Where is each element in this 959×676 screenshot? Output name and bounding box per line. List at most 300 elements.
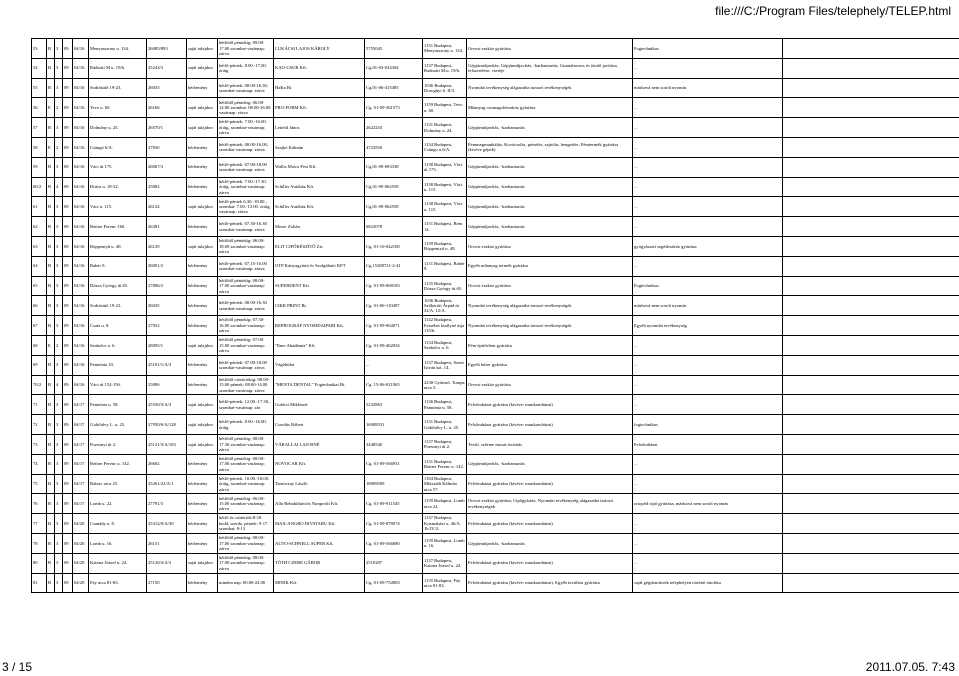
cell-nr: 53: [32, 39, 47, 59]
cell-address: Dolmány u. 25.: [89, 118, 147, 138]
table-row: [32, 514, 959, 534]
cell-col-c: 3: [55, 157, 63, 177]
cell-activity-detail: ortopéd cipő gyártása, máshová nem sorolt nyomás: [633, 494, 783, 514]
cell-operator-address: 1151 Budapest, Menyasszony u. 134.: [423, 39, 467, 59]
cell-address: Csángó 6/A.: [89, 137, 147, 157]
table-row: [32, 474, 959, 494]
cell-year: 09: [63, 236, 73, 256]
cell-address: Pannónia 10.: [89, 355, 147, 375]
cell-address: Röppentyű u. 48.: [89, 236, 147, 256]
cell-year: 09: [63, 434, 73, 454]
cell-col-b: B: [47, 573, 55, 593]
cell-year: 09: [63, 256, 73, 276]
table-row: [32, 296, 959, 316]
browser-file-path: file:///C:/Program Files/telephely/TELEP.html: [715, 4, 951, 18]
cell-date: 04/17: [73, 474, 89, 494]
table-row: [32, 177, 959, 197]
cell-year: 09: [63, 39, 73, 59]
table-row: [32, 256, 959, 276]
cell-address: Gidófalvy L. u. 25.: [89, 415, 147, 435]
cell-activity-detail: ...: [633, 157, 783, 177]
cell-parcel-number: 25261/22/A/1: [147, 474, 187, 494]
cell-col-b: B: [47, 454, 55, 474]
registry-table-body: [32, 39, 959, 593]
cell-date: 04/17: [73, 434, 89, 454]
cell-ownership: bérlemény: [187, 157, 218, 177]
cell-empty: [783, 494, 959, 514]
cell-year: 09: [63, 137, 73, 157]
cell-opening-hours: hétfő-péntek: 08.00-16.00, szombat-vasárnap: zárva.: [218, 137, 274, 157]
cell-empty: [783, 217, 959, 237]
cell-operator-address: 1131 Budapest, Reitter Ferenc u. 142.: [423, 454, 467, 474]
cell-opening-hours: hétfőtől péntekig: 08.00-17.00 szombat-vasárnap: zárva: [218, 533, 274, 553]
registry-page: [31, 38, 959, 635]
cell-nr: 67: [32, 316, 47, 336]
cell-col-b: B: [47, 177, 55, 197]
table-row: [32, 276, 959, 296]
cell-year: 09: [63, 533, 73, 553]
cell-operator-name: Csordás Róbert: [274, 415, 365, 435]
cell-operator-name: Gulácsi Miklósné: [274, 395, 365, 415]
cell-operator-address: 1131 Budapest, Babér 9.: [423, 256, 467, 276]
cell-operator-address: 1036 Budapest, Szőkeróti Árpád út 32/A. 12/A.: [423, 296, 467, 316]
cell-empty: [783, 395, 959, 415]
cell-date: 04/16: [73, 217, 89, 237]
cell-operator-address: 1134 Budapest, Szabolcs u. 6.: [423, 335, 467, 355]
cell-ownership: bérlemény: [187, 316, 218, 336]
cell-registration-number: Cg.15280721-2-41: [365, 256, 423, 276]
premises-registry-table: [31, 38, 959, 593]
cell-activity-detail: ...: [633, 98, 783, 118]
cell-col-c: 3: [55, 514, 63, 534]
cell-date: 04/16: [73, 39, 89, 59]
table-row: [32, 217, 959, 237]
cell-col-c: 3: [55, 217, 63, 237]
cell-address: Reitter Ferenc 160.: [89, 217, 147, 237]
table-row: [32, 157, 959, 177]
cell-opening-hours: hétfő-péntek: 12.00.-17.30., szombat-vasárnap: zár: [218, 395, 274, 415]
cell-nr: 69: [32, 355, 47, 375]
cell-activity: Orvosi eszköz gyártása: [467, 375, 633, 395]
cell-nr: 74: [32, 454, 47, 474]
cell-col-b: B: [47, 39, 55, 59]
cell-nr: 72: [32, 415, 47, 435]
cell-col-b: B: [47, 415, 55, 435]
cell-empty: [783, 415, 959, 435]
cell-col-c: 3: [55, 395, 63, 415]
cell-year: 09: [63, 316, 73, 336]
cell-empty: [783, 276, 959, 296]
cell-address: Szabolcs u. 6.: [89, 335, 147, 355]
cell-ownership: bérlemény: [187, 296, 218, 316]
cell-activity: Gépjárműjavítás, -karbantartás: [467, 197, 633, 217]
cell-address: Katona József u. 24.: [89, 553, 147, 573]
cell-date: 04/16: [73, 177, 89, 197]
cell-parcel-number: 25120/4/A/3: [147, 553, 187, 573]
cell-activity-detail: ...: [633, 375, 783, 395]
cell-ownership: saját tulajdon: [187, 58, 218, 78]
cell-parcel-number: 27791/3: [147, 494, 187, 514]
cell-activity-detail: ...: [633, 58, 783, 78]
cell-operator-name: NOVOCAR Kft.: [274, 454, 365, 474]
cell-parcel-number: 27950/6/A/128: [147, 415, 187, 435]
cell-operator-name: "Ilms-Akadémia" Kft.: [274, 335, 365, 355]
cell-activity: Fém építőelem gyártása: [467, 335, 633, 355]
cell-activity-detail: ...: [633, 256, 783, 276]
cell-registration-number: ...: [365, 355, 423, 375]
cell-empty: [783, 98, 959, 118]
cell-operator-name: CIKR PRINT Bt.: [274, 296, 365, 316]
cell-parcel-number: 25101/1/A/3: [147, 355, 187, 375]
cell-opening-hours: hétfőtől péntekig: 08.00-17.00 szombat-vasárnap: zárva: [218, 553, 274, 573]
cell-opening-hours: hétfőtől péntekig: 08.00-17.00 szombat-vasárnap: zárva: [218, 454, 274, 474]
cell-ownership: bérlemény: [187, 137, 218, 157]
cell-parcel-number: 26085/893: [147, 39, 187, 59]
cell-ownership: saját tulajdon: [187, 118, 218, 138]
cell-ownership: bérlemény: [187, 78, 218, 98]
cell-opening-hours: hétfő-péntek: 10.00.-18.00. óráig, szombat-vasárnap: zárva: [218, 474, 274, 494]
cell-activity: Felsőruházat gyártása (kivéve: munkaruházat), Egyéb textiláru gyártása: [467, 573, 633, 593]
cell-registration-number: Cg. 15-06-021065: [365, 375, 423, 395]
cell-activity: Gépjárműjavítás, -karbantartás: [467, 118, 633, 138]
cell-date: 04/16: [73, 197, 89, 217]
cell-parcel-number: 26067/3: [147, 157, 187, 177]
cell-opening-hours: hétfőtől péntekig: 07.30-16.00 szombat-vasárnap: zárva: [218, 316, 274, 336]
cell-operator-name: PRO-FORM Kft.: [274, 98, 365, 118]
cell-empty: [783, 197, 959, 217]
cell-col-c: 3: [55, 256, 63, 276]
cell-operator-name: REPROGRÁF NYOMDAIPARI Kft.: [274, 316, 365, 336]
cell-activity: Fémmegmunkálás; Kovácsolás, préselés, sajtolás, hengerlés; Fémtermék gyártása (kivéve gépek): [467, 137, 633, 157]
cell-activity: Gépjárműjavítás, -karbantartás: [467, 533, 633, 553]
cell-operator-name: Schiller Autóház Kft.: [274, 177, 365, 197]
cell-col-c: 3: [55, 355, 63, 375]
cell-col-b: B: [47, 296, 55, 316]
cell-ownership: saját tulajdon: [187, 39, 218, 59]
cell-empty: [783, 296, 959, 316]
cell-parcel-number: 27150: [147, 573, 187, 593]
table-row: [32, 316, 959, 336]
cell-operator-name: KAO-CSUR Kft.: [274, 58, 365, 78]
cell-operator-name: Leiteld János: [274, 118, 365, 138]
cell-empty: [783, 316, 959, 336]
cell-empty: [783, 58, 959, 78]
cell-col-c: 3: [55, 276, 63, 296]
cell-col-b: B: [47, 217, 55, 237]
cell-year: 09: [63, 335, 73, 355]
cell-operator-address: 1138 Budapest, Váci u. 115.: [423, 197, 467, 217]
cell-opening-hours: hétfőtől péntekig: 06.00-15.00 szombat-vasárnap: zárva: [218, 494, 274, 514]
cell-address: Fáy utca 81-83.: [89, 573, 147, 593]
cell-col-c: 3: [55, 78, 63, 98]
cell-operator-name: OTP Kártyagyártó és Szolgáltató KFT: [274, 256, 365, 276]
cell-empty: [783, 553, 959, 573]
cell-year: 09: [63, 474, 73, 494]
cell-parcel-number: 27952: [147, 316, 187, 336]
cell-ownership: saját tulajdon: [187, 434, 218, 454]
cell-nr: 60/2: [32, 177, 47, 197]
cell-registration-number: Cg. 01-09-754903: [365, 573, 423, 593]
cell-activity: Textil, szőrme mosás tisztítás: [467, 434, 633, 454]
cell-activity-detail: ...: [633, 514, 783, 534]
cell-registration-number: Cg. 01-06-110497: [365, 296, 423, 316]
cell-operator-address: 2230 Gyömrő, Tompa utca 3.: [423, 375, 467, 395]
cell-opening-hours: minden nap: 00.00-24.00: [218, 573, 274, 593]
cell-operator-address: 1135 Budapest, Dózsa György út 65.: [423, 276, 467, 296]
cell-empty: [783, 157, 959, 177]
cell-activity-detail: saját gépjárműveik telephelyen történő tárolása: [633, 573, 783, 593]
cell-address: Rádiotti M u. 19/b.: [89, 58, 147, 78]
cell-date: 04/16: [73, 375, 89, 395]
cell-opening-hours: hétfő-péntek: 7.00.-17.30. óráig, szombat-vasárnap: zárva: [218, 177, 274, 197]
cell-col-c: 3: [55, 415, 63, 435]
cell-ownership: bérlemény: [187, 514, 218, 534]
cell-operator-name: MINIK Kft.: [274, 573, 365, 593]
cell-operator-address: 1137 Budapest, Szent István krt. 14.: [423, 355, 467, 375]
cell-year: 09: [63, 118, 73, 138]
cell-ownership: saját tulajdon: [187, 553, 218, 573]
cell-opening-hours: hétfőtől péntekig: 06.00-14.00 szombat: 08.00-16.00 vasárnap: zárva: [218, 98, 274, 118]
cell-nr: 73: [32, 434, 47, 454]
cell-date: 04/16: [73, 157, 89, 177]
cell-date: 04/20: [73, 553, 89, 573]
cell-nr: 70/2: [32, 375, 47, 395]
page-counter: 3 / 15: [2, 660, 33, 674]
cell-registration-number: Cg.01-09-062558: [365, 177, 423, 197]
cell-operator-address: 1137 Budapest, Pozsonyi út 2.: [423, 434, 467, 454]
cell-address: Dráva u. 18-22.: [89, 177, 147, 197]
table-row: [32, 78, 959, 98]
cell-col-b: B: [47, 118, 55, 138]
cell-operator-address: 1137 Budapest, Radnotti M.u. 19/b.: [423, 58, 467, 78]
cell-nr: 76: [32, 494, 47, 514]
cell-activity: Gépjárműjavítás, -karbantartás: [467, 217, 633, 237]
cell-operator-address: 1139 Budapest, Lomb utca 22.: [423, 494, 467, 514]
cell-parcel-number: 28095/1: [147, 335, 187, 355]
cell-address: Dózsa György út 65.: [89, 276, 147, 296]
cell-activity-detail: ...: [633, 395, 783, 415]
cell-activity: Orvosi eszköz gyártása: [467, 276, 633, 296]
cell-empty: [783, 434, 959, 454]
cell-col-c: 3: [55, 553, 63, 573]
cell-nr: 81: [32, 573, 47, 593]
cell-parcel-number: 26035: [147, 296, 187, 316]
cell-col-c: 3: [55, 236, 63, 256]
cell-activity-detail: Egyéb nyomdai tevékenység: [633, 316, 783, 336]
cell-date: 04/16: [73, 78, 89, 98]
table-row: [32, 236, 959, 256]
cell-date: 04/16: [73, 98, 89, 118]
cell-registration-number: 3448540: [365, 434, 423, 454]
print-datetime: 2011.07.05. 7:43: [865, 660, 955, 674]
cell-ownership: bérlemény: [187, 533, 218, 553]
cell-operator-name: AUTO-SCHNELL SUPER Kft.: [274, 533, 365, 553]
cell-col-b: B: [47, 474, 55, 494]
cell-ownership: bérlemény: [187, 276, 218, 296]
cell-address: Pozsonyi út 2.: [89, 434, 147, 454]
cell-parcel-number: 26570/1: [147, 118, 187, 138]
cell-parcel-number: 25243/3: [147, 58, 187, 78]
cell-opening-hours: hétfőtől péntekig: 08.00-17.00 szombat-vasárnap: zárva: [218, 276, 274, 296]
cell-operator-address: 1135 Budapest, Fáy utca 81-83.: [423, 573, 467, 593]
cell-activity: Felsőruházat gyártása (kivéve: munkaruházat): [467, 474, 633, 494]
cell-address: Lomb u. 22.: [89, 494, 147, 514]
cell-activity: Gépjárműjavítás, -karbantartás: [467, 454, 633, 474]
cell-year: 09: [63, 355, 73, 375]
cell-year: 09: [63, 494, 73, 514]
cell-address: Pannónia u. 58.: [89, 395, 147, 415]
table-row: [32, 58, 959, 78]
cell-activity-detail: ...: [633, 118, 783, 138]
cell-ownership: saját tulajdon: [187, 98, 218, 118]
cell-activity: Egyéb bútor gyártása: [467, 355, 633, 375]
cell-col-b: B: [47, 236, 55, 256]
cell-operator-address: 1139 Budapest, Röppentyű u. 48.: [423, 236, 467, 256]
cell-year: 09: [63, 197, 73, 217]
cell-ownership: bérlemény: [187, 375, 218, 395]
cell-col-c: 3: [55, 39, 63, 59]
cell-operator-name: Alfa Rehabilitációs Nonprofit Kft.: [274, 494, 365, 514]
cell-year: 09: [63, 454, 73, 474]
cell-ownership: bérlemény: [187, 256, 218, 276]
cell-col-c: 2: [55, 335, 63, 355]
cell-nr: 59: [32, 157, 47, 177]
cell-activity-detail: Fogtechnikus: [633, 39, 783, 59]
cell-date: 04/20: [73, 533, 89, 553]
cell-opening-hours: hétfő és csütörtök:8-18 kedd, szerda, péntek: 9-17 szombat: 8-13: [218, 514, 274, 534]
cell-date: 04/16: [73, 276, 89, 296]
cell-col-c: 3: [55, 474, 63, 494]
cell-year: 09: [63, 395, 73, 415]
cell-registration-number: 16008531: [365, 415, 423, 435]
cell-registration-number: Cg.01-09-693338: [365, 157, 423, 177]
cell-activity-detail: ...: [633, 217, 783, 237]
cell-col-c: 3: [55, 316, 63, 336]
cell-col-c: 3: [55, 296, 63, 316]
table-row: [32, 434, 959, 454]
cell-empty: [783, 335, 959, 355]
cell-year: 09: [63, 98, 73, 118]
cell-activity: Gépjárműjavítás, -karbantartás: [467, 157, 633, 177]
cell-col-c: 3: [55, 573, 63, 593]
cell-date: 04/16: [73, 256, 89, 276]
cell-nr: 57: [32, 118, 47, 138]
cell-parcel-number: 25896: [147, 375, 187, 395]
cell-operator-name: HaKa Bt.: [274, 78, 365, 98]
cell-activity-detail: ...: [633, 474, 783, 494]
cell-col-c: 3: [55, 434, 63, 454]
cell-col-b: B: [47, 276, 55, 296]
cell-date: 04/16: [73, 335, 89, 355]
cell-address: Tevo u. 60.: [89, 98, 147, 118]
cell-activity-detail: ...: [633, 137, 783, 157]
cell-nr: 75: [32, 474, 47, 494]
cell-col-b: B: [47, 553, 55, 573]
cell-operator-address: 1137 Budapest, Kozmaházi u. 46/A. 1b.IV/2.: [423, 514, 467, 534]
cell-opening-hours: hétfő-péntek: 7.00.-16.00. óráig, szombat-vasárnap: zárva: [218, 118, 274, 138]
cell-operator-address: 1142 Budapest, Erzsébet királyné útja 115/b.: [423, 316, 467, 336]
cell-registration-number: 5755045: [365, 39, 423, 59]
cell-parcel-number: 27830: [147, 137, 187, 157]
cell-operator-name: SUPERDENT Kft.: [274, 276, 365, 296]
cell-address: Csanády u. 8.: [89, 514, 147, 534]
cell-address: Menyasszony u. 134.: [89, 39, 147, 59]
cell-registration-number: 2622233: [365, 118, 423, 138]
cell-address: Balzac utca 25.: [89, 474, 147, 494]
cell-operator-address: 1131 Budapest, Dolmány u. 24.: [423, 118, 467, 138]
cell-col-b: B: [47, 395, 55, 415]
cell-operator-address: 1136 Budapest, Pannónia u. 58.: [423, 395, 467, 415]
table-row: [32, 197, 959, 217]
cell-operator-name: Szajkó Kálmán: [274, 137, 365, 157]
cell-parcel-number: 25002: [147, 177, 187, 197]
cell-date: 04/16: [73, 236, 89, 256]
cell-registration-number: Cg. 01-09-878074: [365, 514, 423, 534]
cell-operator-name: MAX-ANGRO DIVATARU Kft.: [274, 514, 365, 534]
table-row: [32, 375, 959, 395]
cell-empty: [783, 454, 959, 474]
cell-operator-address: 1184 Budapest, Mikszáth Kálmán utca 57.: [423, 474, 467, 494]
cell-activity-detail: Felsőruházat: [633, 434, 783, 454]
cell-operator-address: 1159 Budapest, Tevo u. 60.: [423, 98, 467, 118]
cell-activity-detail: ...: [633, 355, 783, 375]
cell-year: 09: [63, 514, 73, 534]
cell-ownership: saját tulajdon: [187, 236, 218, 256]
cell-operator-name: Tarnóczay László: [274, 474, 365, 494]
cell-opening-hours: hétfő-péntek: 8.00.-17.00. óráig: [218, 58, 274, 78]
cell-nr: 66: [32, 296, 47, 316]
cell-opening-hours: hétfő-péntek: 07.15-16.00 szombat-vasárnap: zárva: [218, 256, 274, 276]
cell-parcel-number: 26091/2: [147, 256, 187, 276]
cell-address: Csata u. 8.: [89, 316, 147, 336]
cell-nr: 65: [32, 276, 47, 296]
cell-date: 04/20: [73, 514, 89, 534]
cell-year: 09: [63, 296, 73, 316]
cell-activity-detail: máshová nem sorolt nyomás: [633, 296, 783, 316]
table-row: [32, 395, 959, 415]
cell-date: 04/17: [73, 494, 89, 514]
cell-operator-address: 1138 Budapest, Váci u. 115.: [423, 177, 467, 197]
cell-parcel-number: 26602: [147, 454, 187, 474]
cell-operator-address: 1151 Budapest, Bem 14.: [423, 217, 467, 237]
cell-col-b: E: [47, 137, 55, 157]
cell-date: 04/17: [73, 454, 89, 474]
cell-col-b: B: [47, 197, 55, 217]
cell-registration-number: 6823078: [365, 217, 423, 237]
cell-col-b: B: [47, 157, 55, 177]
cell-operator-name: LUKÁCSI LAJOS KÁROLY: [274, 39, 365, 59]
cell-activity-detail: máshová nem sorolt nyomás: [633, 78, 783, 98]
cell-nr: 68: [32, 335, 47, 355]
cell-opening-hours: hétfőtől péntekig: 08.00-17.30 szombat-vasárnap: zárva: [218, 434, 274, 454]
cell-col-b: B: [47, 434, 55, 454]
cell-parcel-number: 26151: [147, 533, 187, 553]
cell-registration-number: 4723550: [365, 137, 423, 157]
cell-activity-detail: ...: [633, 177, 783, 197]
cell-registration-number: 18009509: [365, 474, 423, 494]
cell-col-c: 2: [55, 98, 63, 118]
cell-activity: Egyéb műanyag termék gyártása: [467, 256, 633, 276]
table-row: [32, 355, 959, 375]
cell-operator-name: TÓTH CZERE GÁBOR: [274, 553, 365, 573]
cell-activity-detail: ...: [633, 533, 783, 553]
cell-col-b: B: [47, 78, 55, 98]
cell-nr: 64: [32, 256, 47, 276]
cell-opening-hours: hétfő-péntek: 8.00.-16.00. óráig: [218, 415, 274, 435]
cell-activity: Orvosi eszköz gyártása: [467, 39, 633, 59]
cell-activity: Gépjárműjavítás, -karbantartás: [467, 177, 633, 197]
cell-registration-number: Cg. 01-09-566931: [365, 454, 423, 474]
